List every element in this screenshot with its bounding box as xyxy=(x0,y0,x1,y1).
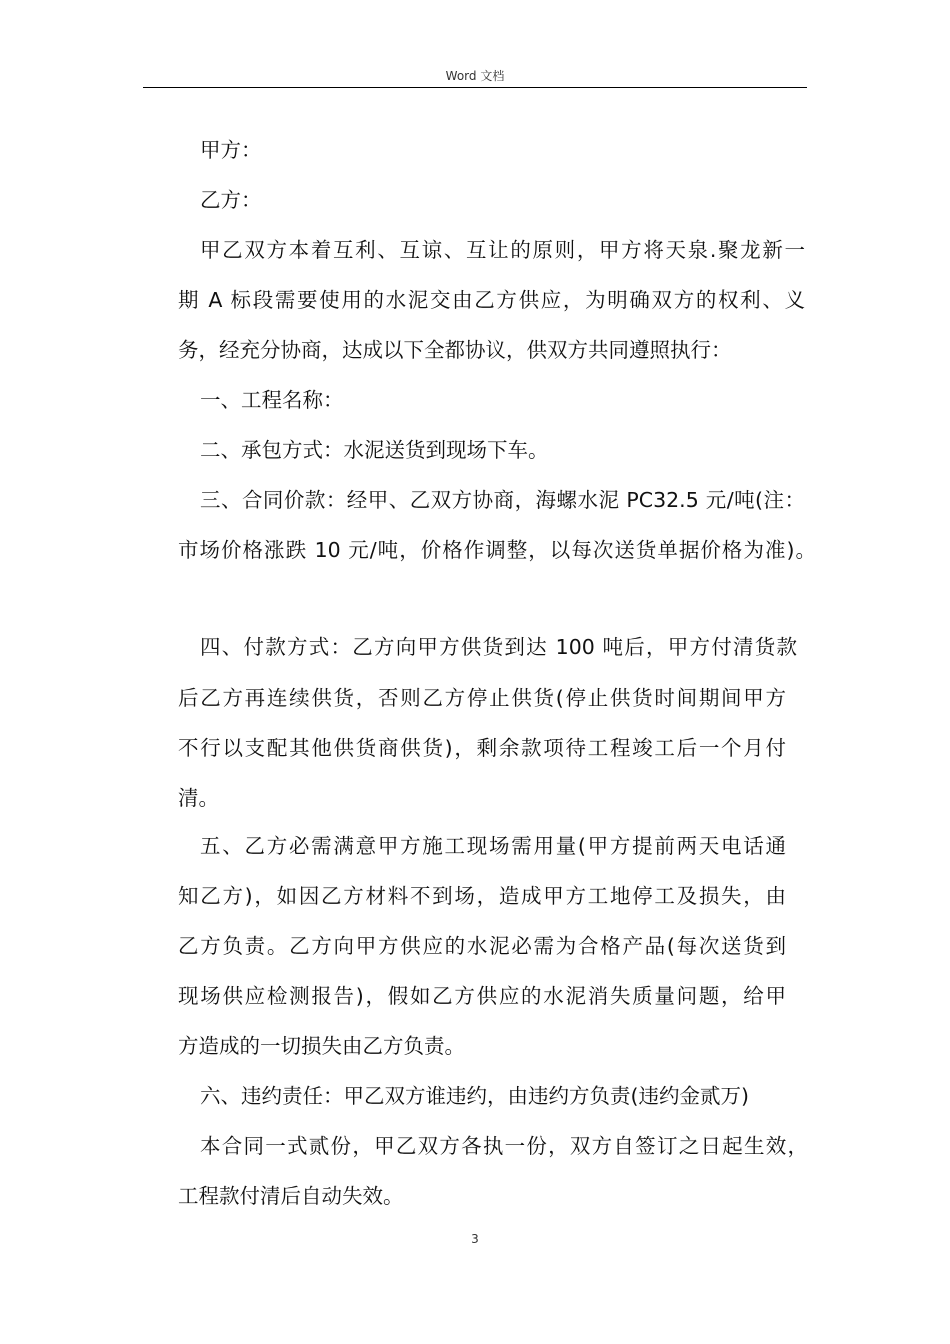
header-divider xyxy=(143,87,807,88)
clause-1-line: 一、工程名称： xyxy=(200,388,344,412)
party-a-line: 甲方： xyxy=(200,138,262,162)
closing-line: 本合同一式贰份，甲乙双方各执一份，双方自签订之日起生效， xyxy=(200,1134,808,1158)
clause-5-line: 知乙方)，如因乙方材料不到场，造成甲方工地停工及损失，由 xyxy=(178,884,786,908)
clause-5-line: 方造成的一切损失由乙方负责。 xyxy=(178,1034,465,1058)
clause-4-line: 不行以支配其他供货商供货)，剩余款项待工程竣工后一个月付 xyxy=(178,736,786,760)
clause-4-line: 清。 xyxy=(178,786,219,810)
clause-5-line: 现场供应检测报告)，假如乙方供应的水泥消失质量问题，给甲 xyxy=(178,984,786,1008)
clause-4-line: 后乙方再连续供货，否则乙方停止供货(停止供货时间期间甲方 xyxy=(178,686,786,710)
page-number: 3 xyxy=(471,1232,479,1246)
clause-6-line: 六、违约责任：甲乙双方谁违约，由违约方负责(违约金贰万) xyxy=(200,1084,749,1108)
party-b-line: 乙方： xyxy=(200,188,262,212)
closing-line: 工程款付清后自动失效。 xyxy=(178,1184,404,1208)
paragraph-line: 甲乙双方本着互利、互谅、互让的原则，甲方将天泉.聚龙新一 xyxy=(200,238,805,262)
clause-5-line: 五、乙方必需满意甲方施工现场需用量(甲方提前两天电话通 xyxy=(200,834,786,858)
clause-5-line: 乙方负责。乙方向甲方供应的水泥必需为合格产品(每次送货到 xyxy=(178,934,786,958)
paragraph-line: 期 A 标段需要使用的水泥交由乙方供应，为明确双方的权利、义 xyxy=(178,288,805,312)
clause-3-line: 三、合同价款：经甲、乙双方协商，海螺水泥 PC32.5 元/吨(注： xyxy=(200,488,805,512)
clause-4-line: 四、付款方式：乙方向甲方供货到达 100 吨后，甲方付清货款 xyxy=(200,635,797,659)
header-title: Word 文档 xyxy=(445,69,505,83)
clause-2-line: 二、承包方式：水泥送货到现场下车。 xyxy=(200,438,549,462)
paragraph-line: 务，经充分协商，达成以下全都协议，供双方共同遵照执行： xyxy=(178,338,732,362)
clause-3-line: 市场价格涨跌 10 元/吨，价格作调整，以每次送货单据价格为准)。 xyxy=(178,538,816,562)
